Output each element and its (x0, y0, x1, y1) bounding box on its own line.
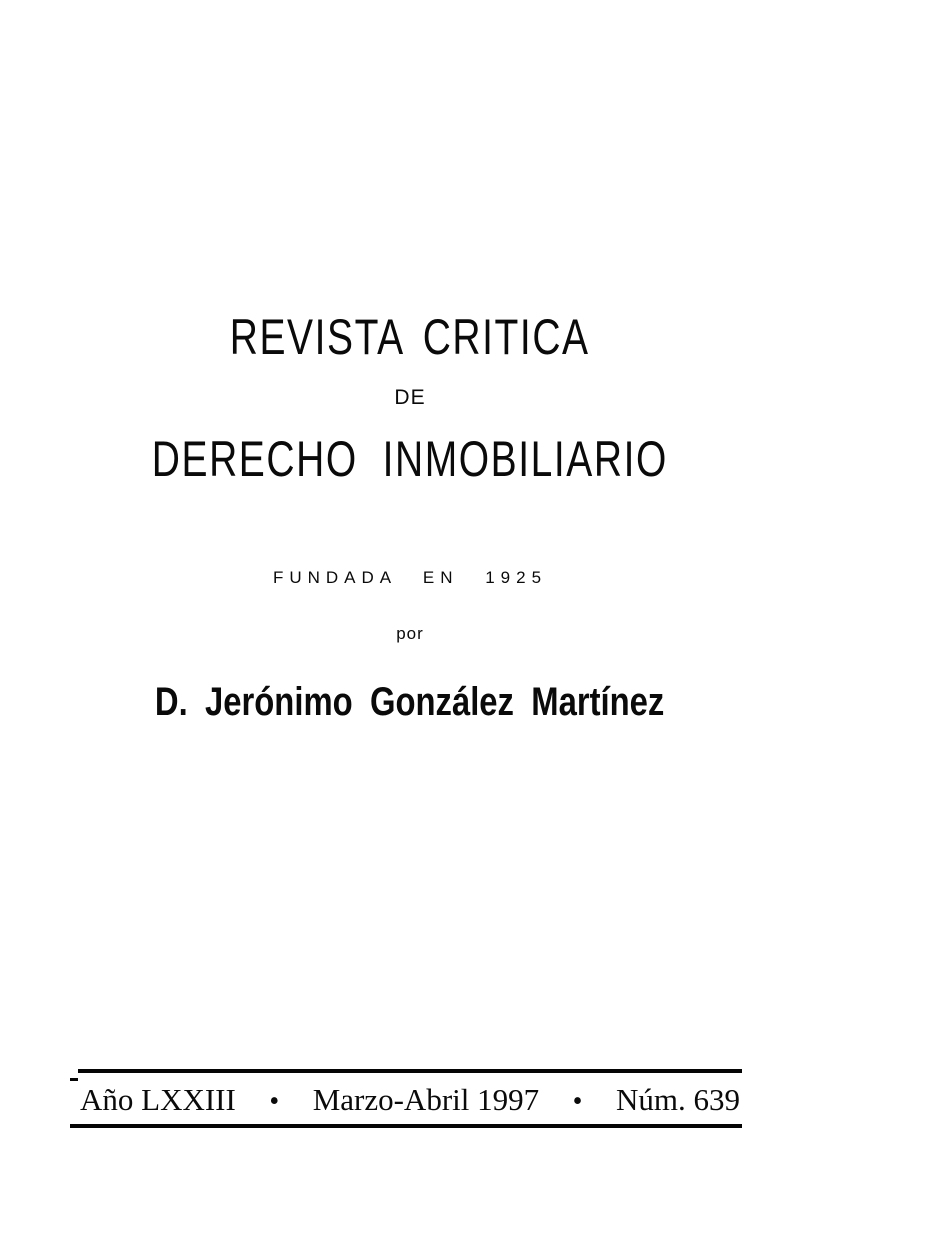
footer-bullet-2: • (572, 1086, 583, 1117)
founded-line: FUNDADA EN 1925 (272, 568, 548, 587)
footer-issue-number: Núm. 639 (616, 1082, 740, 1117)
title-connector-de: DE (394, 386, 426, 409)
journal-title-line2-text: DERECHO INMOBILIARIO (151, 431, 669, 487)
author-name (0, 682, 820, 722)
ink-speck (70, 1078, 78, 1081)
journal-title-line1-text: REVISTA CRITICA (230, 309, 590, 365)
footer-rule-bottom (70, 1124, 742, 1128)
footer-bullet-1: • (269, 1086, 280, 1117)
footer-rule-top (78, 1069, 742, 1073)
footer-issue-line (80, 1084, 740, 1116)
journal-title-line2 (0, 431, 820, 487)
author-name-text: D. Jerónimo González Martínez (155, 680, 665, 724)
footer-issue-date: Marzo-Abril 1997 (312, 1082, 540, 1117)
by-label: por (396, 624, 424, 643)
journal-title-line1 (0, 309, 820, 365)
footer-volume: Año LXXIII (80, 1082, 236, 1117)
